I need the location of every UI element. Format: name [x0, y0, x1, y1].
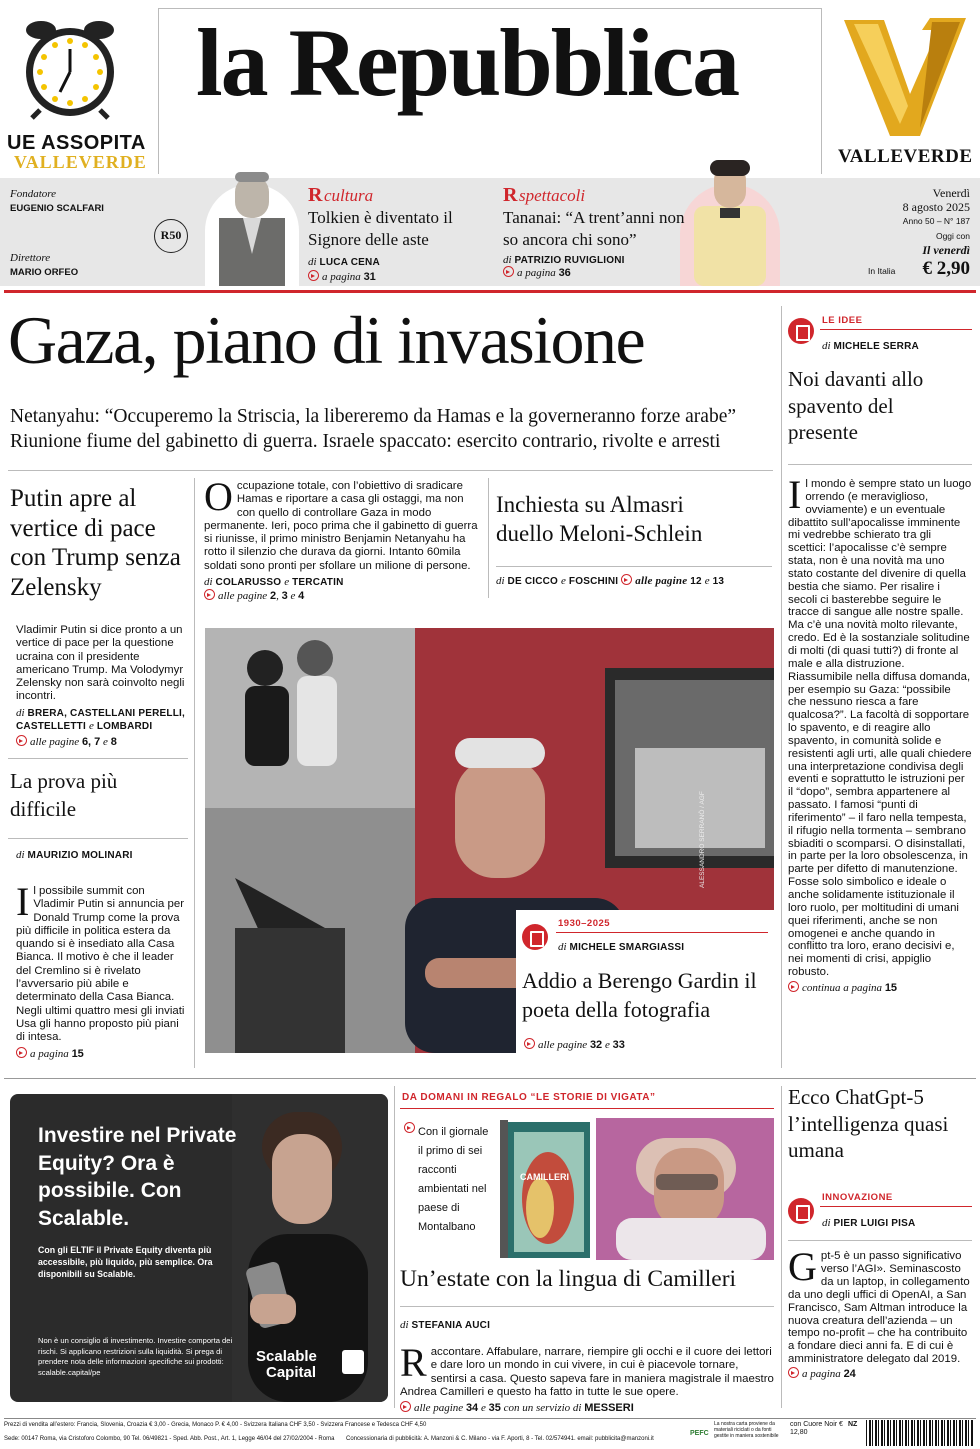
camilleri-promo: Con il giornale il primo di sei racconti ambientati nel paese di Montalbano: [404, 1120, 494, 1234]
spettacoli-section: spettacoli: [519, 186, 586, 205]
arrow-icon: [404, 1122, 415, 1133]
footer-prices: Prezzi di vendita all’estero: Francia, Slovenia, Croazia € 3,00 - Grecia, Monaco P. € 4,00 - Svizzera Italiana CHF 3,50 - Svizzera Francese e Tedesca CHF 4,50: [4, 1422, 427, 1428]
book-title: CAMILLERI: [520, 1172, 569, 1182]
camilleri-label: DA DOMANI IN REGALO “LE STORIE DI VIGATA”: [402, 1092, 656, 1103]
cultura-r: R: [308, 184, 323, 206]
alarm-clock-icon: [18, 16, 122, 120]
supplement-name: Il venerdì: [922, 243, 970, 257]
newspaper-title: la Repubblica: [196, 9, 739, 116]
footer-combo: con Cuore Noir € 12,80: [790, 1421, 843, 1436]
ad-headline: Investire nel Private Equity? Ora è possibile. Con Scalable.: [38, 1124, 237, 1230]
molinari-page-ref[interactable]: a pagina 15: [16, 1047, 188, 1060]
putin-byline: di BRERA, CASTELLANI PERELLI, CASTELLETTI e LOMBARDI: [16, 706, 185, 732]
gardin-title[interactable]: Addio a Berengo Gardin il poeta della fotografia: [522, 968, 757, 1022]
valleverde-logo: [840, 14, 970, 144]
putin-page-ref[interactable]: alle pagine 6, 7 e 8: [16, 735, 188, 748]
scalable-logo-icon: [342, 1350, 364, 1374]
scalable-ad[interactable]: [10, 1094, 388, 1402]
founder-label: Fondatore: [10, 188, 57, 200]
masthead: [0, 0, 980, 292]
putin-article: [16, 624, 188, 748]
molinari-byline: di MAURIZIO MOLINARI: [16, 849, 133, 861]
clock-logo: [18, 16, 122, 120]
almasri-byline: di DE CICCO e FOSCHINI alle pagine 12 e 13: [496, 575, 725, 587]
spettacoli-page-ref[interactable]: a pagina 36: [503, 266, 571, 279]
camilleri-page-ref[interactable]: alle pagine 34 e 35 con un servizio di MESSERI: [400, 1401, 774, 1414]
spettacoli-title[interactable]: Tananai: “A trent’anni non so ancora chi sono”: [503, 208, 685, 249]
gardin-years: 1930–2025: [558, 918, 611, 929]
date-day: Venerdì: [932, 186, 970, 200]
arrow-icon: [503, 266, 514, 277]
issue-number: Anno 50 – N° 187: [902, 216, 970, 226]
molinari-text: Il possibile summit con Vladimir Putin si annuncia per Donald Trump come la prova più difficile in politica estera da quando si è insediato alla Casa Bianca. Il motivo è che il leader del Cremlino si è rivelato l’avversario più abile e determinato della Casa Bianca. Negli ultimi quattro mesi gli inviati Usa gli hanno proposto più piani di intesa.: [16, 879, 185, 1044]
camilleri-photo: [596, 1118, 774, 1260]
date: 8 agosto 2025: [902, 200, 970, 214]
camilleri-byline: di STEFANIA AUCI: [400, 1319, 491, 1331]
camilleri-article: [400, 1340, 774, 1415]
spettacoli-r: R: [503, 184, 518, 206]
director-name: MARIO ORFEO: [10, 267, 79, 278]
r50-badge: R50: [154, 219, 188, 253]
tananai-photo: [680, 154, 780, 286]
almasri-title[interactable]: Inchiesta su Almasri duello Meloni-Schlein: [496, 492, 703, 546]
serra-page-ref[interactable]: continua a pagina 15: [788, 981, 972, 994]
spettacoli-byline: di PATRIZIO RUVIGLIONI: [503, 254, 625, 266]
gaza-byline: di COLARUSSO e TERCATIN: [204, 576, 344, 589]
camilleri-title[interactable]: Un’estate con la lingua di Camilleri: [400, 1266, 737, 1292]
ad-disclaimer: Non è un consiglio di investimento. Investire comporta dei rischi. Si applicano restrizioni sulla liquidità. Si prega di prendere nota delle informazioni specifiche sui prodotti: scalable.capital/pe: [38, 1336, 233, 1377]
gaza-article: [204, 474, 480, 603]
headline-sub-1: Netanyahu: “Occuperemo la Striscia, la libereremo da Hamas e la governeranno forze arabe”: [10, 406, 737, 427]
red-rule: [4, 290, 976, 293]
serra-article: [788, 472, 972, 994]
ad-body: Con gli ELTIF il Private Equity diventa più accessibile, più liquido, più semplice. Ora disponibili su Scalable.: [38, 1245, 213, 1279]
arrow-icon: [788, 981, 799, 992]
chatgpt-label: INNOVAZIONE: [822, 1192, 893, 1203]
footer-seat: Sede: 00147 Roma, via Cristoforo Colombo, 90 Tel. 06/49821 - Sped. Abb. Post., Art. 1, Legge 46/04 del 27/02/2004 - Roma: [4, 1436, 335, 1442]
putin-text: Vladimir Putin si dice pronto a un vertice di pace per la questione ucraina con il presidente americano Trump. Ma Volodymyr Zelensky non sarà coinvolto negli incontri.: [16, 624, 185, 703]
arrow-icon: [621, 574, 632, 585]
arrow-icon: [16, 1047, 27, 1058]
main-headline[interactable]: Gaza, piano di invasione: [8, 302, 645, 378]
right-brand: VALLEVERDE: [838, 146, 973, 167]
cultura-byline: di LUCA CENA: [308, 256, 380, 268]
chatgpt-text: Gpt-5 è un passo significativo verso l’AGI». Seminascosto da un laptop, in collegamento da uno degli uffici di OpenAI, a San Francisco, Sam Altman introduce la nuova creatura dell’azienda – un tempo no-profit – che ha contribuito a fondare dieci anni fa. E di cui è amministratore delegato dal 2019.: [788, 1244, 970, 1366]
ad-brand-2: Capital: [266, 1364, 317, 1381]
molinari-title[interactable]: La prova più difficile: [10, 769, 118, 821]
camilleri-text: Raccontare. Affabulare, narrare, riempire gli occhi e il cuore dei lettori e dare loro un mondo in cui vivere, in cui è piacevole tornare, sentirsi a casa. Questo sapeva fare in maniera magistrale il maestro Andrea Camilleri e questo ha fatto in tutte le sue opere.: [400, 1340, 774, 1398]
putin-title[interactable]: Putin apre al vertice di pace con Trump senza Zelensky: [10, 485, 181, 601]
arrow-icon: [788, 1367, 799, 1378]
headline-sub-2: Riunione fiume del gabinetto di guerra. Israele spaccato: esercito contrario, rivolte e arresti: [10, 431, 721, 452]
footer-nz: NZ: [848, 1421, 858, 1428]
arrow-icon: [16, 735, 27, 746]
pen-icon: [788, 318, 814, 344]
photo-camera-icon: [522, 924, 548, 950]
cultura-section: cultura: [324, 186, 374, 205]
pefc-logo: PEFC: [690, 1430, 709, 1437]
oggi-con: Oggi con: [935, 231, 970, 241]
arrow-icon: [308, 270, 319, 281]
price-label: In Italia: [868, 266, 896, 276]
serra-text: Il mondo è sempre stato un luogo orrendo (e meraviglioso, ovviamente) e un eventuale dibattito sull’apocalisse imminente mi vedrebbe schierato tra gli scettici: l’apocalisse c’è sempre stata, non è una novità ma uno stato costante del divenire di quella bestia che siamo. Per risalire i secoli ci basterebbe seguire le tracce di sangue alle nostre spalle. Ma c’è una novità molto rilevante, credo. Ed è la sostanziale solitudine di molti (di quasi tutti?) di fronte al male e alla distruzione. Riassumibile nella diffusa domanda, per esempio su Gaza: “possibile che nessuno riesca a fare qualcosa?”. La facoltà di sopportare lo spavento, e di reagire allo spavento, in comunità solide e resistenti agli urti, alle quali chiedere una interpretazione condivisa degli eventi e soprattutto le istruzioni per il “dopo”, sembra appartenere al passato. I famosi “punti di riferimento” – il faro nella tempesta, il rifugio nella tormenta – sembrano sbiaditi o scomparsi. O disinstallati, in parte per la loro obsolescenza, in parte per difetto di manutenzione. Fosse solo simbolico e ideale o anche solidamente istituzionale il loro ruolo, per moltitudini di umani quei riferimenti, anche se non omogenei e anche quando in conflitto tra loro, erano decisivi e, nei momenti di crisi, appiglio robusto.: [788, 472, 972, 979]
chatgpt-page-ref[interactable]: a pagina 24: [788, 1367, 972, 1380]
gardin-page-ref[interactable]: alle pagine 32 e 33: [524, 1038, 625, 1051]
footer-concession: Concessionaria di pubblicità: A. Manzoni & C. Milano - via F. Aporti, 8 - Tel. 02/574941. email: pubblicita@manzoni.it: [346, 1436, 654, 1442]
book-cover: [500, 1118, 590, 1258]
gaza-page-ref[interactable]: alle pagine 2, 3 e 4: [204, 589, 480, 602]
pen-icon: [788, 1198, 814, 1224]
arrow-icon: [524, 1038, 535, 1049]
arrow-icon: [400, 1401, 411, 1412]
cultura-page-ref[interactable]: a pagina 31: [308, 270, 376, 283]
barcode: [866, 1420, 974, 1446]
price: € 2,90: [922, 258, 970, 279]
serra-byline: di MICHELE SERRA: [822, 340, 919, 352]
cultura-title[interactable]: Tolkien è diventato il Signore delle aste: [308, 208, 453, 249]
clock-caption-brand: VALLEVERDE: [14, 152, 147, 172]
photo-credit: ALESSANDRO SERRANÒ / AGF: [699, 791, 706, 888]
gaza-text: Occupazione totale, con l’obiettivo di sradicare Hamas e riportare a casa gli ostaggi, ma non con quello di controllare Gaza in modo permanente. Ieri, poco prima che il gabinetto di guerra si riunisse, il primo ministro Benjamin Netanyahu ha rotto il silenzio che durava da giorni. Intanto 60mila soldati sono pronti per sfollare un milione di persone.: [204, 474, 478, 572]
clock-caption: UE ASSOPITA: [7, 132, 146, 154]
serra-title[interactable]: Noi davanti allo spavento del presente: [788, 367, 924, 444]
founder-name: EUGENIO SCALFARI: [10, 203, 104, 214]
chatgpt-title[interactable]: Ecco ChatGpt-5 l’intelligenza quasi umana: [788, 1085, 949, 1162]
pefc-note: La nostra carta proviene da materiali riciclati o da fonti gestite in maniera sostenibile: [714, 1421, 779, 1439]
valleverde-v-icon: [840, 14, 970, 144]
ad-brand-1: Scalable: [256, 1348, 317, 1365]
info-band: [0, 178, 980, 286]
director-label: Direttore: [10, 252, 51, 264]
chatgpt-article: [788, 1244, 972, 1381]
molinari-article: [16, 879, 188, 1060]
tolkien-photo: [205, 158, 299, 286]
chatgpt-byline: di PIER LUIGI PISA: [822, 1217, 916, 1229]
arrow-icon: [204, 589, 215, 600]
gardin-byline: di MICHELE SMARGIASSI: [558, 941, 685, 953]
serra-label: LE IDEE: [822, 315, 863, 326]
